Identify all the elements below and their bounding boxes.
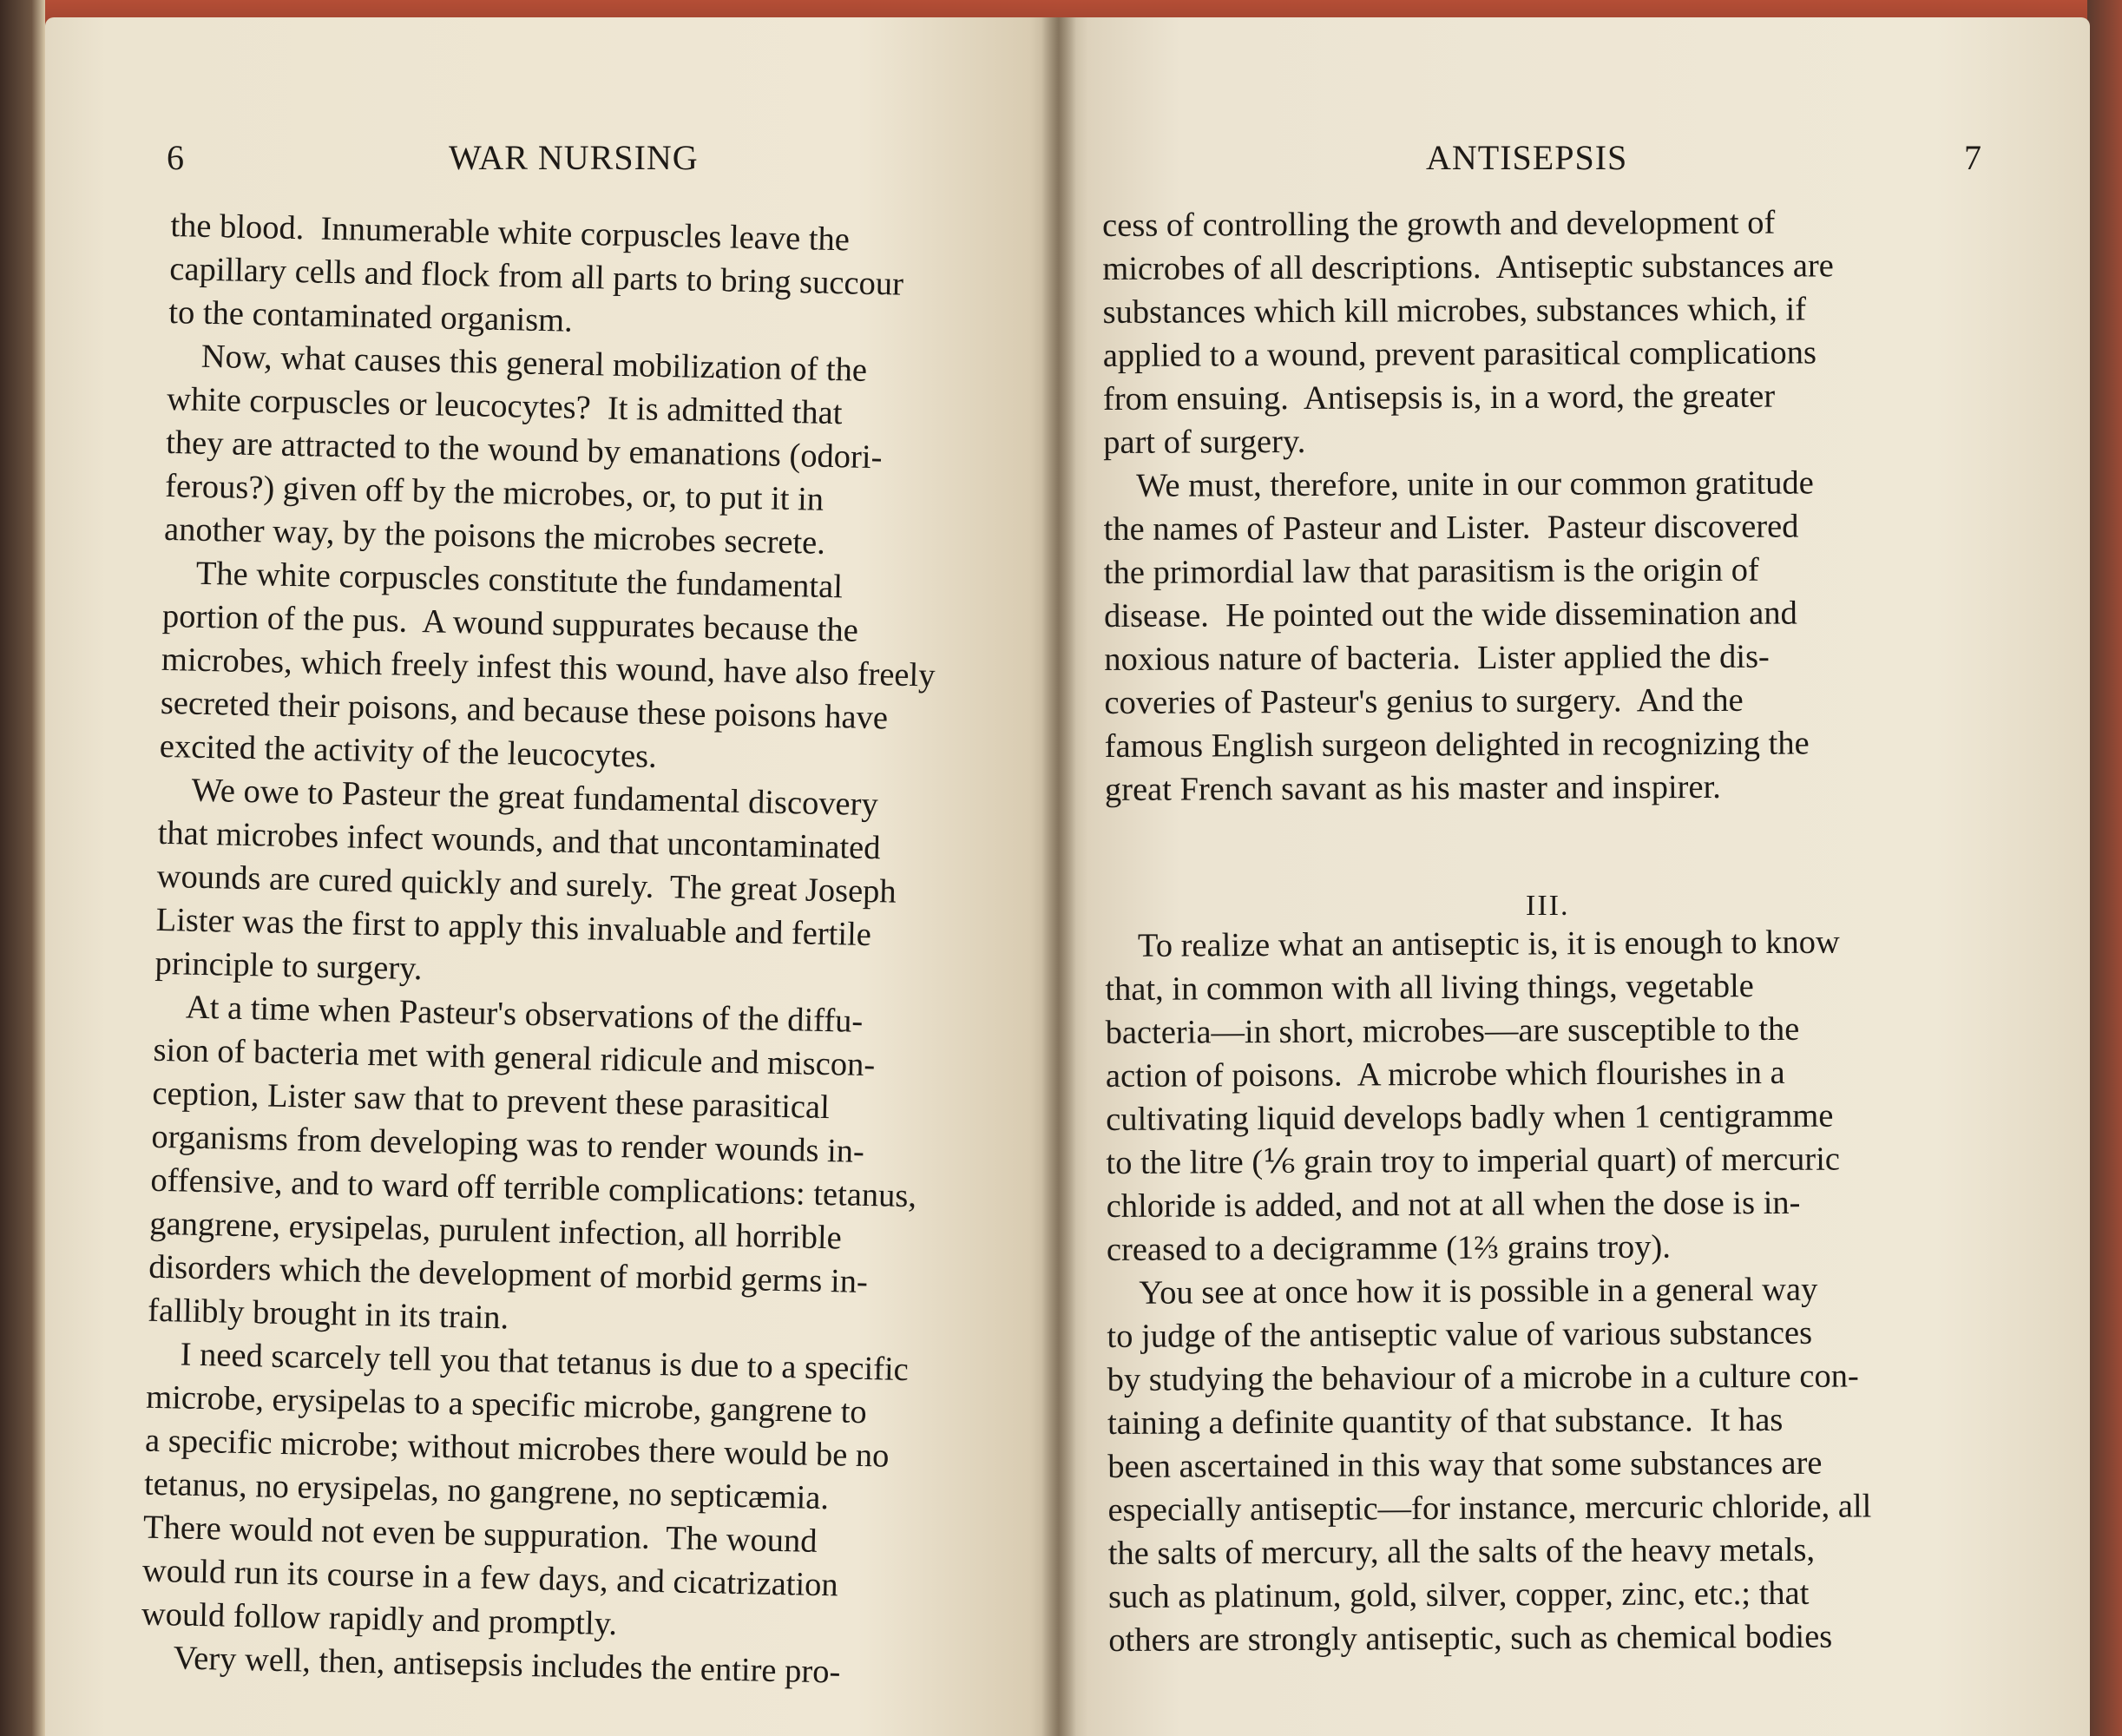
text-line: Now, what causes this general mobilization of the: [167, 337, 868, 389]
text-line: Very well, then, antisepsis includes the entire pro-: [140, 1639, 841, 1691]
text-line: a specific microbe; without microbes there would be no: [144, 1422, 890, 1475]
text-line: to judge of the antiseptic value of various substances: [1107, 1314, 1813, 1355]
text-line: principle to surgery.: [154, 944, 423, 988]
text-line: part of surgery.: [1103, 423, 1306, 461]
text-line: I need scarcely tell you that tetanus is due to a specific: [146, 1335, 910, 1389]
left-page: [45, 17, 1061, 1736]
text-line: the primordial law that parasitism is the origin of: [1103, 551, 1759, 591]
text-line: the names of Pasteur and Lister. Pasteur discovered: [1103, 508, 1799, 548]
text-line: sion of bacteria met with general ridicule and miscon-: [153, 1031, 876, 1084]
text-line: capillary cells and flock from all parts to bring succour: [168, 250, 904, 303]
text-line: that microbes infect wounds, and that uncontaminated: [157, 814, 881, 867]
text-line: the salts of mercury, all the salts of the heavy metals,: [1107, 1531, 1816, 1572]
text-line: wounds are cured quickly and surely. The great Joseph: [156, 858, 897, 911]
text-line: another way, by the poisons the microbes secrete.: [163, 510, 826, 562]
left-page-text: [140, 204, 944, 1695]
text-line: bacteria—in short, microbes—are susceptible to the: [1105, 1010, 1800, 1051]
right-section-text: [1105, 920, 1872, 1662]
text-line: famous English surgeon delighted in recognizing the: [1104, 725, 1810, 765]
text-line: noxious nature of bacteria. Lister applied the dis-: [1104, 638, 1770, 678]
text-line: chloride is added, and not at all when the dose is in-: [1106, 1184, 1801, 1225]
text-line: You see at once how it is possible in a general way: [1107, 1271, 1818, 1312]
text-line: At a time when Pasteur's observations of the diffu-: [154, 988, 864, 1040]
left-page-number: 6: [167, 138, 185, 177]
text-line: The white corpuscles constitute the fundamental: [162, 554, 844, 606]
text-line: excited the activity of the leucocytes.: [159, 727, 658, 775]
text-line: tetanus, no erysipelas, no gangrene, no septicæmia.: [143, 1465, 830, 1517]
right-page-number: 7: [1964, 138, 1982, 177]
text-line: especially antiseptic—for instance, mercuric chloride, all: [1107, 1488, 1872, 1529]
text-line: others are strongly antiseptic, such as chemical bodies: [1108, 1618, 1833, 1659]
text-line: cess of controlling the growth and development of: [1102, 204, 1776, 244]
text-line: white corpuscles or leucocytes? It is admitted that: [166, 380, 843, 432]
text-line: To realize what an antiseptic is, it is enough to know: [1105, 924, 1840, 964]
text-line: to the contaminated organism.: [168, 293, 574, 339]
text-line: We must, therefore, unite in our common gratitude: [1103, 464, 1814, 504]
text-line: the blood. Innumerable white corpuscles leave the: [170, 207, 851, 259]
text-line: would run its course in a few days, and cicatrization: [141, 1552, 839, 1604]
text-line: secreted their poisons, and because these poisons have: [160, 684, 889, 737]
book-cover-right-edge: [2087, 0, 2122, 1736]
right-running-title: ANTISEPSIS: [1426, 138, 1628, 177]
text-line: microbes of all descriptions. Antiseptic substances are: [1102, 247, 1834, 287]
right-page: [1057, 17, 2090, 1736]
book-page-edges: [0, 0, 45, 1736]
text-line: would follow rapidly and promptly.: [141, 1595, 618, 1643]
text-line: microbe, erysipelas to a specific microbe, gangrene to: [145, 1378, 868, 1431]
text-line: from ensuing. Antisepsis is, in a word, the greater: [1102, 378, 1776, 418]
text-line: action of poisons. A microbe which flourishes in a: [1105, 1054, 1785, 1095]
text-line: We owe to Pasteur the great fundamental discovery: [158, 771, 879, 824]
text-line: creased to a decigramme (1⅔ grains troy).: [1106, 1228, 1672, 1268]
text-line: to the litre (⅙ grain troy to imperial quart) of mercuric: [1106, 1141, 1841, 1181]
text-line: organisms from developing was to render wounds in-: [151, 1118, 865, 1170]
text-line: applied to a wound, prevent parasitical complications: [1102, 334, 1817, 374]
text-line: they are attracted to the wound by emanations (odori-: [165, 424, 883, 477]
text-line: offensive, and to ward off terrible complications: tetanus,: [149, 1161, 917, 1215]
text-line: fallibly brought in its train.: [147, 1292, 509, 1337]
text-line: ception, Lister saw that to prevent these parasitical: [152, 1075, 831, 1127]
text-line: been ascertained in this way that some substances are: [1107, 1444, 1823, 1485]
text-line: portion of the pus. A wound suppurates because the: [161, 597, 859, 649]
text-line: such as platinum, gold, silver, copper, zinc, etc.; that: [1107, 1575, 1810, 1615]
text-line: disease. He pointed out the wide dissemination and: [1103, 595, 1797, 635]
right-page-text: [1102, 201, 1836, 812]
text-line: ferous?) given off by the microbes, or, to put it in: [164, 467, 824, 518]
text-line: coveries of Pasteur's genius to surgery. And the: [1104, 681, 1744, 721]
text-line: microbes, which freely infest this wound, have also freely: [161, 641, 936, 694]
text-line: that, in common with all living things, vegetable: [1105, 968, 1754, 1008]
book-gutter: [1041, 17, 1076, 1736]
text-line: disorders which the development of morbid germs in-: [148, 1248, 869, 1301]
left-running-title: WAR NURSING: [449, 138, 699, 177]
section-heading: III.: [1526, 890, 1570, 922]
text-line: by studying the behaviour of a microbe in a culture con-: [1107, 1358, 1859, 1398]
text-line: Lister was the first to apply this invaluable and fertile: [155, 901, 872, 954]
text-line: gangrene, erysipelas, purulent infection, all horrible: [148, 1205, 843, 1257]
text-line: taining a definite quantity of that substance. It has: [1107, 1401, 1784, 1442]
text-line: cultivating liquid develops badly when 1 centigramme: [1106, 1097, 1834, 1138]
text-line: great French savant as his master and inspirer.: [1104, 768, 1721, 808]
text-line: substances which kill microbes, substances which, if: [1102, 291, 1807, 331]
text-line: There would not even be suppuration. The wound: [142, 1509, 818, 1560]
